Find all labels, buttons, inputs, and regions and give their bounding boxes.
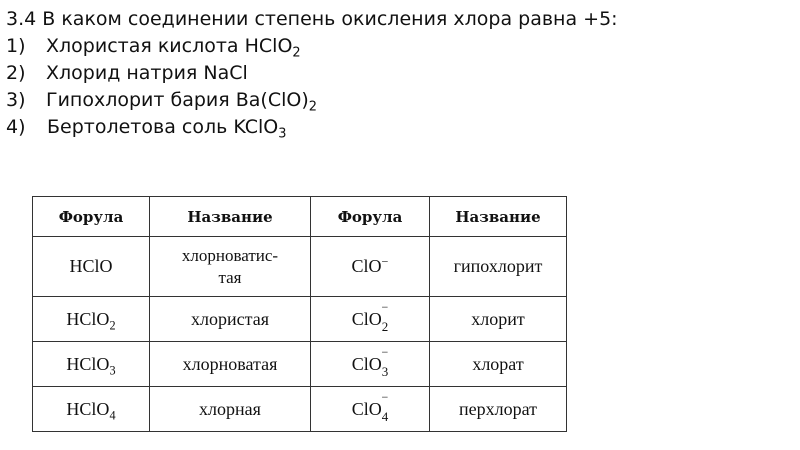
acid-name-cell: хлорная: [150, 387, 311, 432]
ion-charge: −: [381, 344, 389, 359]
salt-name-cell: гипохлорит: [430, 237, 567, 297]
option-formula: HClO: [244, 35, 293, 57]
header-ion-formula: Форула: [311, 197, 430, 237]
ion-formula: [351, 299, 389, 334]
header-acid-formula: Форула: [33, 197, 150, 237]
option-3: [6, 87, 618, 114]
acid-name-cell: хлористая: [150, 297, 311, 342]
option-4: [6, 114, 618, 141]
ion-formula-cell: [311, 297, 430, 342]
ion-subscript: 3: [381, 363, 389, 379]
acid-formula: HClO: [66, 353, 110, 374]
ion-subscript: 2: [381, 318, 389, 334]
option-text: Хлорид натрия: [46, 62, 204, 84]
acid-name-cell: хлорноватая: [150, 342, 311, 387]
acid-subscript: 2: [109, 317, 116, 332]
chlorine-acids-table: [32, 196, 567, 432]
table-row: [33, 342, 567, 387]
ion-charge: −: [381, 254, 389, 269]
table-row: [33, 297, 567, 342]
salt-name-cell: хлорат: [430, 342, 567, 387]
acid-formula-cell: [33, 297, 150, 342]
salt-name-cell: хлорит: [430, 297, 567, 342]
option-1: [6, 33, 618, 60]
ion-symbol: ClO: [351, 353, 382, 374]
option-text: Гипохлорит бария: [46, 89, 236, 111]
salt-name-cell: перхлорат: [430, 387, 567, 432]
option-text: Бертолетова соль: [47, 116, 234, 138]
option-2: [6, 60, 618, 87]
table-row: [33, 387, 567, 432]
table-row: [33, 237, 567, 297]
option-number: 4): [6, 116, 26, 138]
ion-formula-cell: [311, 342, 430, 387]
ion-symbol: ClO: [351, 398, 382, 419]
option-number: 1): [6, 35, 26, 57]
acid-formula-cell: [33, 342, 150, 387]
ion-charge: −: [381, 389, 389, 404]
acid-formula: HClO: [66, 308, 110, 329]
ion-formula: ClO: [351, 256, 382, 276]
ion-charge: −: [381, 299, 389, 314]
option-text: Хлористая кислота: [46, 35, 245, 57]
acid-subscript: 3: [109, 362, 116, 377]
question-title: 3.4 В каком соединении степень окисления хлора равна +5:: [6, 8, 618, 30]
header-salt-name: Название: [430, 197, 567, 237]
option-formula-subscript: 2: [292, 45, 301, 61]
table-header-row: [33, 197, 567, 237]
ion-formula-cell: [311, 387, 430, 432]
ion-formula: [351, 389, 389, 424]
option-formula-subscript: 2: [308, 99, 317, 115]
acid-name-line1: хлорноватис-: [181, 245, 279, 265]
acid-formula: HClO: [69, 256, 113, 276]
ion-formula: [351, 344, 389, 379]
acid-subscript: 4: [109, 407, 116, 422]
acid-name-cell: [150, 237, 311, 297]
acid-formula: HClO: [66, 398, 110, 419]
ion-formula-cell: [311, 237, 430, 297]
option-number: 3): [6, 89, 26, 111]
option-formula: KClO: [233, 116, 279, 138]
ion-symbol: ClO: [351, 308, 382, 329]
acid-formula-cell: [33, 237, 150, 297]
option-formula: Ba(ClO): [235, 89, 309, 111]
option-formula-subscript: 3: [278, 126, 287, 142]
option-number: 2): [6, 62, 26, 84]
ion-subscript: 4: [381, 408, 389, 424]
header-acid-name: Название: [150, 197, 311, 237]
question-block: [6, 6, 618, 141]
acid-name-line2: тая: [218, 267, 242, 287]
acid-formula-cell: [33, 387, 150, 432]
option-formula: NaCl: [203, 62, 248, 84]
